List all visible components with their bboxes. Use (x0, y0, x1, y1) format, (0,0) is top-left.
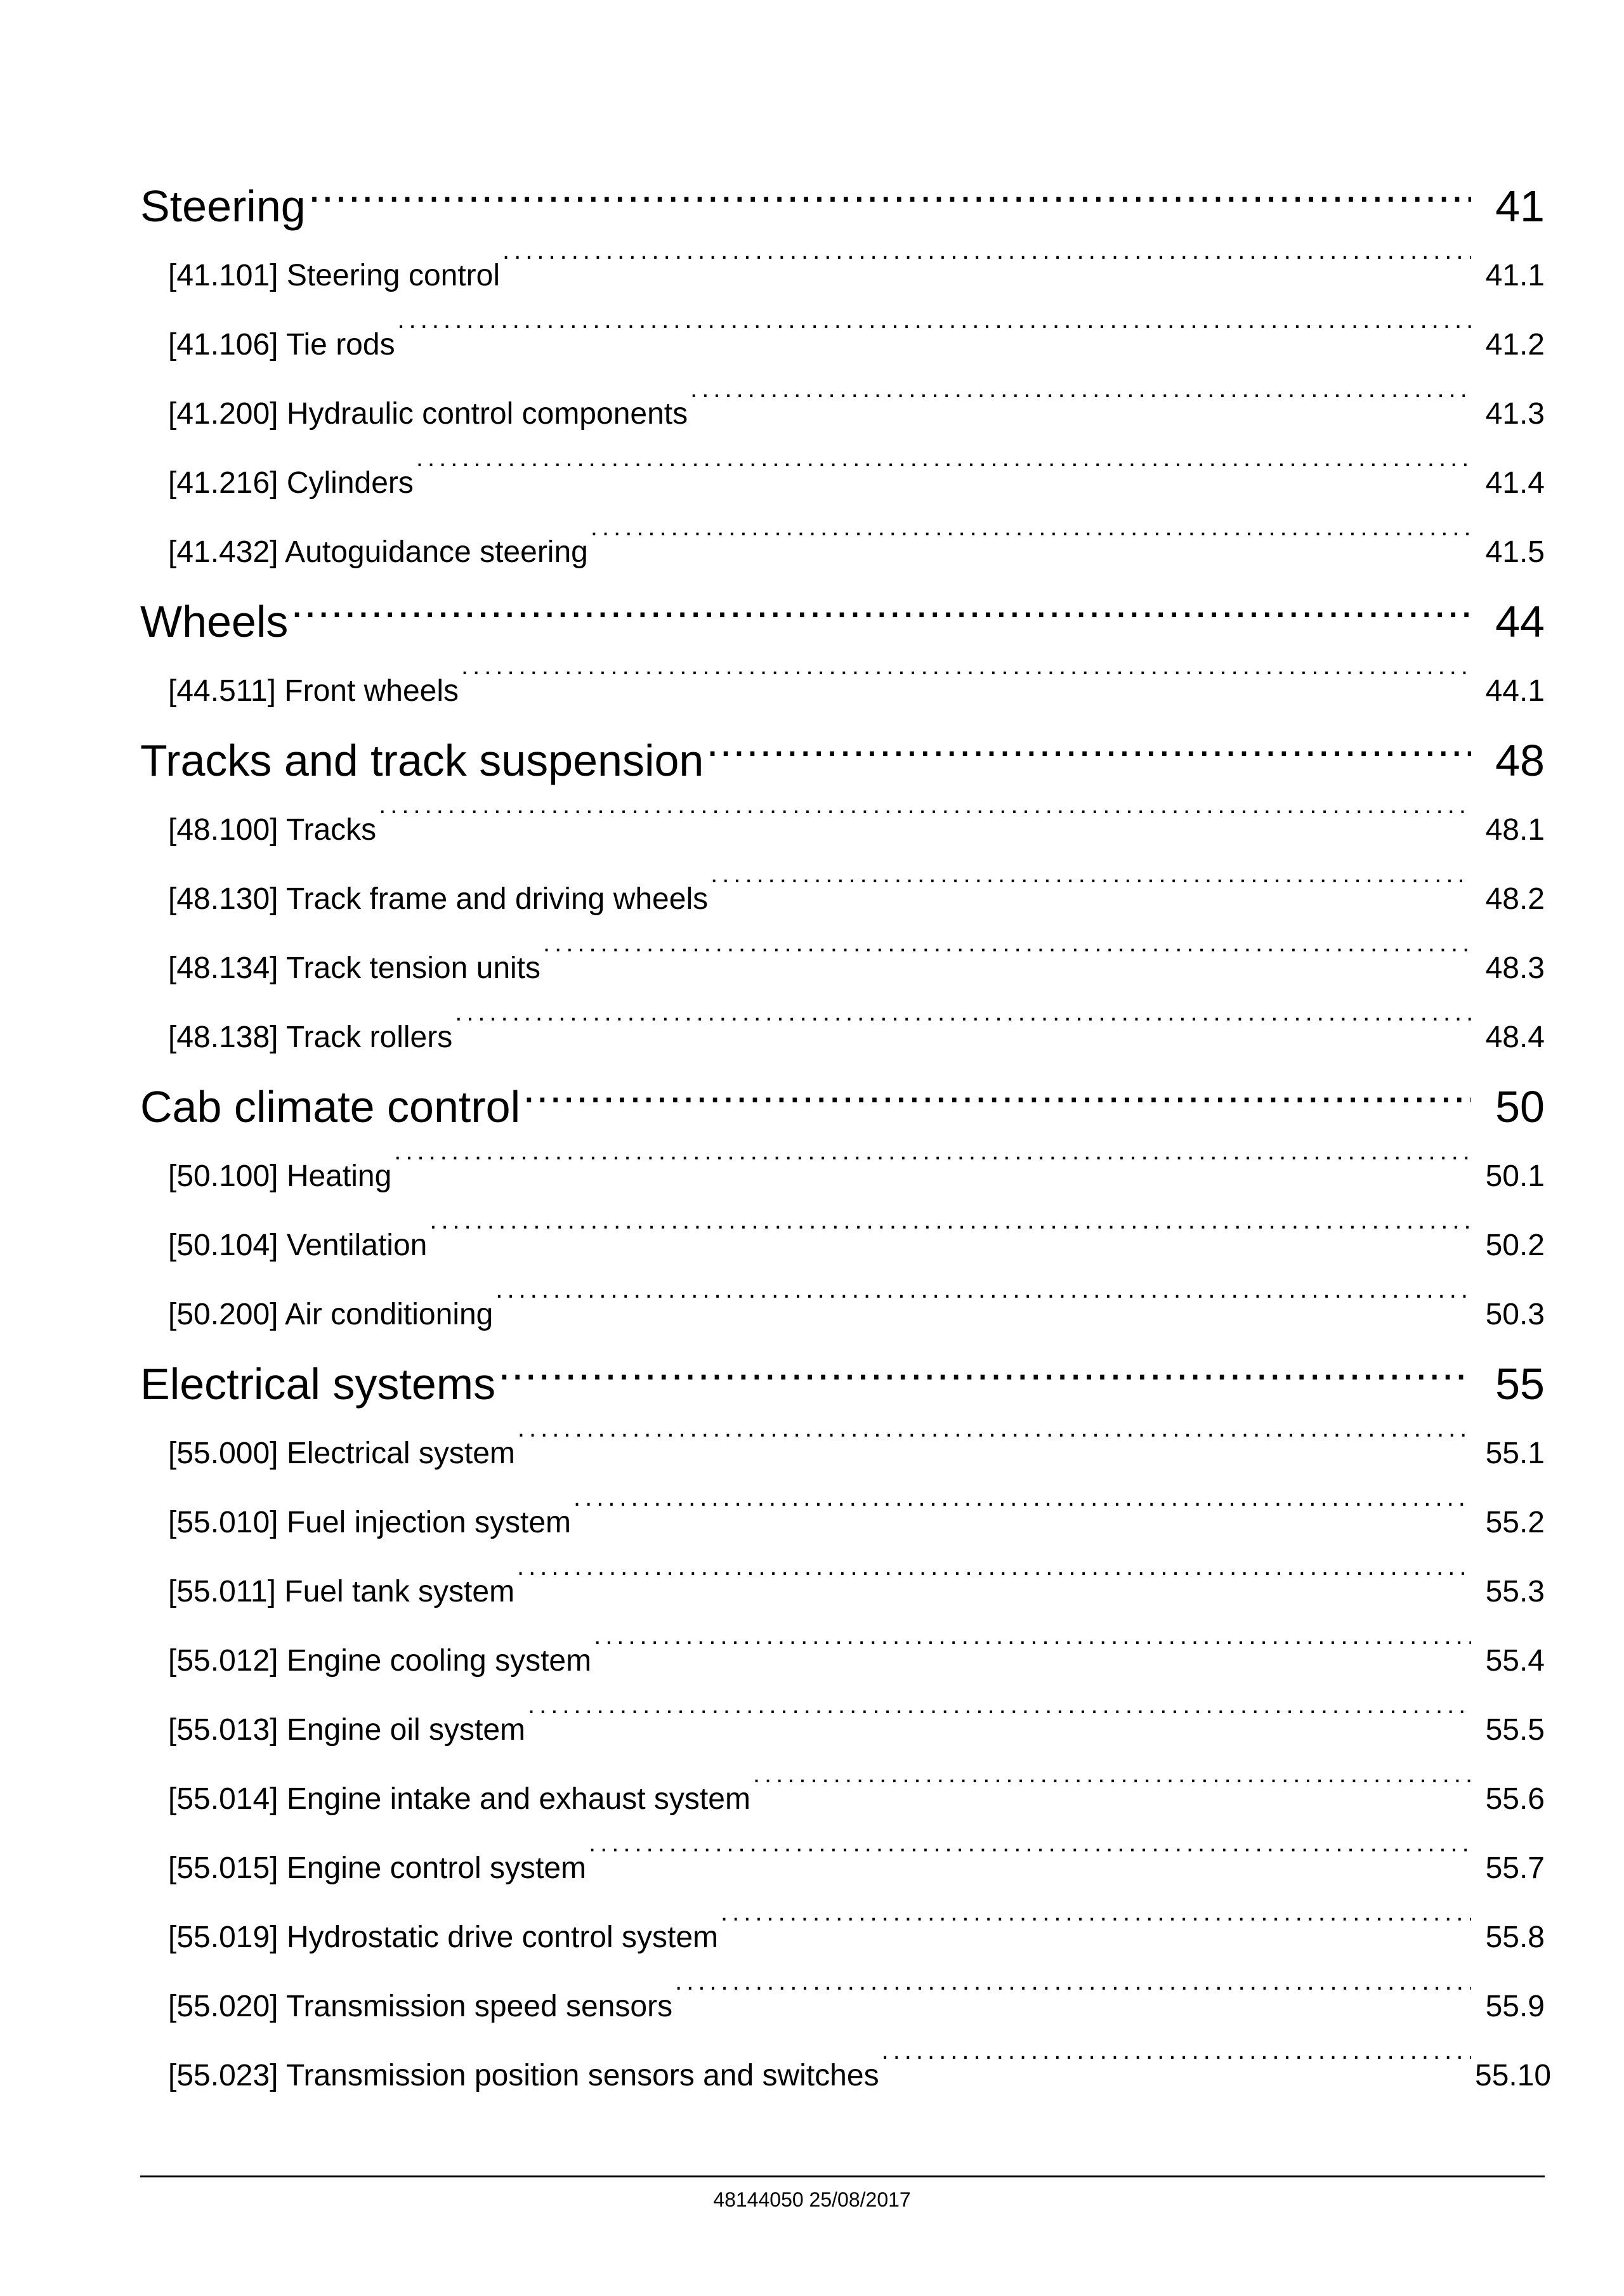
toc-entry[interactable] (140, 1003, 1545, 1072)
entry-title: [55.013] Engine oil system (168, 1713, 525, 1747)
toc-entry[interactable] (140, 1626, 1545, 1695)
chapter-page-number: 41 (1495, 181, 1545, 231)
entry-page-number: 55.9 (1485, 1990, 1545, 2023)
table-of-contents (140, 171, 1552, 2110)
entry-page-number: 55.7 (1485, 1851, 1545, 1885)
dot-leader (379, 809, 1471, 840)
footer-document-id: 48144050 25/08/2017 (713, 2188, 911, 2211)
toc-chapter (140, 1072, 1545, 1349)
dot-leader (528, 1709, 1471, 1740)
entry-title: [55.000] Electrical system (168, 1437, 515, 1470)
entry-page-number: 41.4 (1485, 466, 1545, 500)
dot-leader (753, 1778, 1471, 1809)
toc-entry[interactable] (140, 1834, 1545, 1903)
entry-page-number: 55.6 (1485, 1782, 1545, 1816)
entry-page-number: 55.2 (1485, 1506, 1545, 1539)
entry-page-number: 50.2 (1485, 1229, 1545, 1262)
entry-title: [41.101] Steering control (168, 259, 501, 292)
toc-entry[interactable] (140, 1280, 1545, 1349)
entry-page-number: 55.4 (1485, 1644, 1545, 1678)
toc-entry[interactable] (140, 795, 1545, 864)
toc-entry[interactable] (140, 1211, 1545, 1280)
entry-title: [55.020] Transmission speed sensors (168, 1990, 673, 2023)
entry-page-number: 50.3 (1485, 1298, 1545, 1331)
entry-page-number: 55.10 (1475, 2059, 1552, 2092)
dot-leader (291, 592, 1471, 637)
toc-chapter-heading[interactable] (140, 1072, 1545, 1142)
toc-entry[interactable] (140, 448, 1545, 518)
chapter-title: Wheels (140, 597, 289, 646)
chapter-title: Steering (140, 181, 306, 231)
chapter-page-number: 48 (1495, 736, 1545, 785)
entry-title: [55.012] Engine cooling system (168, 1644, 592, 1678)
dot-leader (429, 1225, 1471, 1255)
entry-page-number: 41.1 (1485, 259, 1545, 292)
toc-entry[interactable] (140, 934, 1545, 1003)
entry-page-number: 44.1 (1485, 674, 1545, 708)
entry-page-number: 48.4 (1485, 1021, 1545, 1054)
dot-leader (591, 532, 1471, 562)
entry-title: [41.216] Cylinders (168, 466, 414, 500)
entry-page-number: 55.3 (1485, 1575, 1545, 1608)
chapter-page-number: 44 (1495, 597, 1545, 646)
dot-leader (543, 948, 1471, 978)
dot-leader (573, 1502, 1471, 1532)
entry-page-number: 55.1 (1485, 1437, 1545, 1470)
dot-leader (518, 1433, 1471, 1463)
entry-title: [55.014] Engine intake and exhaust system (168, 1782, 750, 1816)
dot-leader (394, 1156, 1471, 1186)
entry-page-number: 48.3 (1485, 951, 1545, 985)
toc-entry[interactable] (140, 1488, 1545, 1557)
toc-chapter (140, 171, 1545, 587)
toc-entry[interactable] (140, 1557, 1545, 1626)
toc-entry[interactable] (140, 518, 1545, 587)
entry-title: [44.511] Front wheels (168, 674, 459, 708)
chapter-page-number: 50 (1495, 1082, 1545, 1132)
toc-chapter (140, 726, 1545, 1072)
toc-entry[interactable] (140, 379, 1545, 448)
entry-page-number: 41.3 (1485, 397, 1545, 431)
dot-leader (461, 670, 1471, 701)
dot-leader (710, 878, 1471, 909)
entry-page-number: 41.2 (1485, 328, 1545, 362)
dot-leader (882, 2055, 1471, 2085)
entry-title: [41.432] Autoguidance steering (168, 535, 588, 569)
entry-title: [55.019] Hydrostatic drive control system (168, 1921, 719, 1954)
dot-leader (495, 1294, 1471, 1324)
entry-title: [50.104] Ventilation (168, 1229, 428, 1262)
entry-title: [41.106] Tie rods (168, 328, 395, 362)
entry-title: [48.138] Track rollers (168, 1021, 453, 1054)
dot-leader (398, 324, 1471, 355)
chapter-title: Tracks and track suspension (140, 736, 704, 785)
entry-page-number: 50.1 (1485, 1159, 1545, 1193)
toc-chapter-heading[interactable] (140, 726, 1545, 795)
dot-leader (416, 462, 1471, 493)
entry-title: [55.011] Fuel tank system (168, 1575, 515, 1608)
toc-entry[interactable] (140, 310, 1545, 379)
entry-page-number: 48.1 (1485, 813, 1545, 847)
entry-title: [50.200] Air conditioning (168, 1298, 494, 1331)
dot-leader (675, 1986, 1471, 2016)
toc-chapter-heading[interactable] (140, 171, 1545, 241)
dot-leader (721, 1917, 1471, 1947)
toc-entry[interactable] (140, 656, 1545, 726)
entry-title: [48.100] Tracks (168, 813, 377, 847)
toc-entry[interactable] (140, 864, 1545, 934)
dot-leader (594, 1640, 1471, 1671)
toc-entry[interactable] (140, 1764, 1545, 1834)
chapter-title: Cab climate control (140, 1082, 521, 1132)
entry-title: [48.130] Track frame and driving wheels (168, 882, 709, 916)
entry-page-number: 48.2 (1485, 882, 1545, 916)
entry-title: [50.100] Heating (168, 1159, 392, 1193)
entry-page-number: 55.5 (1485, 1713, 1545, 1747)
toc-entry[interactable] (140, 1695, 1545, 1764)
toc-chapter (140, 587, 1545, 726)
dot-leader (308, 177, 1471, 221)
entry-title: [55.015] Engine control system (168, 1851, 587, 1885)
dot-leader (589, 1848, 1471, 1878)
dot-leader (706, 731, 1471, 776)
chapter-title: Electrical systems (140, 1359, 496, 1409)
dot-leader (498, 1355, 1471, 1399)
dot-leader (690, 393, 1471, 424)
toc-entry[interactable] (140, 1142, 1545, 1211)
footer-divider (140, 2175, 1545, 2177)
toc-entry[interactable] (140, 2041, 1552, 2110)
chapter-page-number: 55 (1495, 1359, 1545, 1409)
entry-title: [55.023] Transmission position sensors and switches (168, 2059, 879, 2092)
entry-title: [55.010] Fuel injection system (168, 1506, 571, 1539)
toc-entry[interactable] (140, 1419, 1545, 1488)
entry-title: [41.200] Hydraulic control components (168, 397, 688, 431)
dot-leader (523, 1078, 1471, 1122)
toc-chapter-heading[interactable] (140, 1349, 1545, 1419)
toc-entry[interactable] (140, 241, 1545, 310)
entry-title: [48.134] Track tension units (168, 951, 541, 985)
dot-leader (517, 1571, 1471, 1601)
entry-page-number: 41.5 (1485, 535, 1545, 569)
toc-entry[interactable] (140, 1903, 1545, 1972)
toc-chapter-heading[interactable] (140, 587, 1545, 656)
entry-page-number: 55.8 (1485, 1921, 1545, 1954)
dot-leader (502, 255, 1471, 285)
dot-leader (455, 1017, 1471, 1047)
toc-entry[interactable] (140, 1972, 1545, 2041)
toc-chapter (140, 1349, 1552, 2110)
